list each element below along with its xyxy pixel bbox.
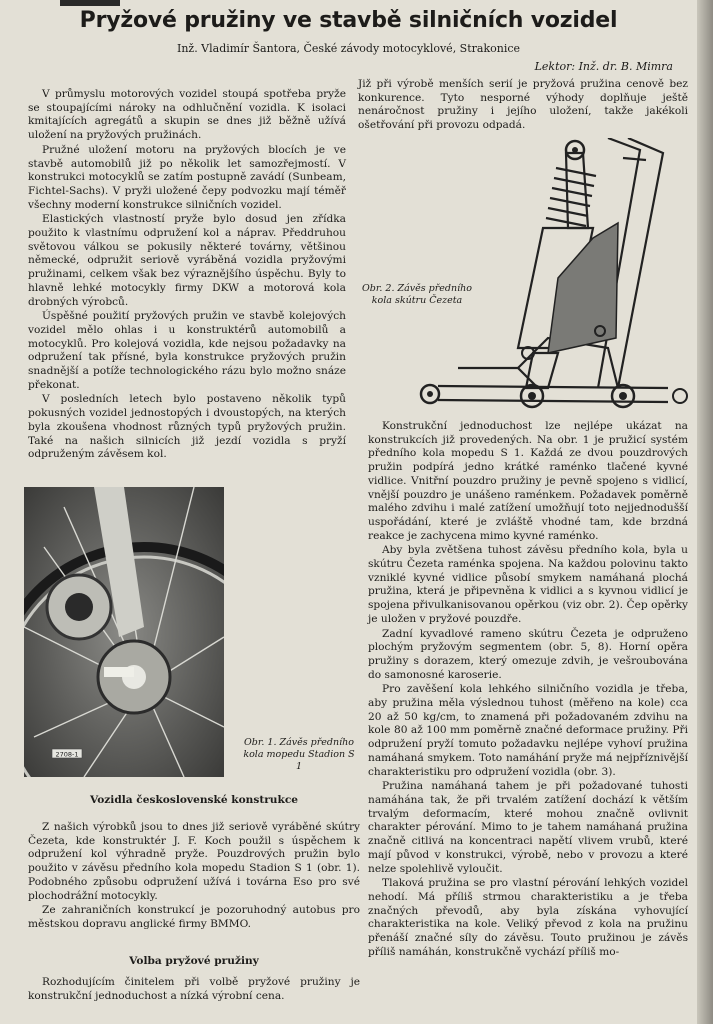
section-heading: Volba pryžové pružiny [129, 955, 259, 967]
article-reviewer: Lektor: Inž. dr. B. Mimra [534, 60, 673, 73]
article-title: Pryžové pružiny ve stavbě silničních vozidel [79, 8, 618, 33]
left-column-text [28, 88, 346, 462]
paragraph: Pro zavěšení kola lehkého silničního vozidla je třeba, aby pružina měla výslednou tuhost (měřeno na kole) cca 20 až 50 kg/cm, to znamená při požadovaném zdvihu na kole 80 až 100 mm poměrně značné deformace pružiny. Při odpružení pryží tomuto požadavku nejlépe vyhoví pružina namáhaná smykem. Toto namáhání pryže má nejpříznivější charakteristiku pro odpružení vozidla (obr. 3). [368, 683, 688, 778]
right-column-bottom-text [368, 420, 688, 959]
page-edge-shadow [697, 0, 713, 1024]
paragraph: Aby byla zvětšena tuhost závěsu předního kola, byla u skútru Čezeta raménka spojena. Na každou polovinu takto vzniklé kyvné vidlice působí smykem namáhaná plochá pružina, která je připevněna k vidlici a s kyvnou vidlicí je spojena přivulkanisovanou opěrkou (viz obr. 2). Čep opěrky je uložen v pryžové pouzdře. [368, 544, 688, 625]
article-authors: Inž. Vladimír Šantora, České závody motocyklové, Strakonice [176, 42, 521, 55]
paragraph: Tlaková pružina se pro vlastní pérování lehkých vozidel nehodí. Má příliš strmou charakteristiku a je třeba značných převodů, aby byla získána vyhovující charakteristika na kole. Veliký převod z kola na pružinu přenáší značné síly do závěsu. Touto pružinou je závěs příliš namáhán, konstrukčně vychází příliš mo- [368, 877, 688, 958]
figure-1-photo [24, 487, 224, 777]
paragraph: Rozhodujícím činitelem při volbě pryžové pružiny je konstrukční jednoduchost a nízká výrobní cena. [28, 976, 360, 1002]
paragraph: Již při výrobě menších serií je pryžová pružina cenově bez konkurence. Tyto nesporné výhody doplňuje ještě nenáročnost pružiny i jejího uložení, takže jakékoli ošetřování při provozu odpadá. [358, 78, 688, 132]
section-heading: Vozidla československé konstrukce [89, 794, 299, 806]
left-column-bottom-text [28, 821, 360, 932]
header-rule [60, 0, 120, 6]
paragraph: Elastických vlastností pryže bylo dosud jen zřídka použito k vlastnímu odpružení kol a náprav. Předdruhou světovou válkou se pokusily některé továrny, většinou německé, odpružit seriově vyráběná vozidla pryžovými pružinami, celkem však bez výraznějšího úspěchu. Byly to hlavně lehké motocykly firmy DKW a motorová kola drobných výrobců. [28, 213, 346, 308]
figure-2-drawing [418, 138, 694, 414]
paragraph: Zadní kyvadlové rameno skútru Čezeta je odpruženo plochým pryžovým segmentem (obr. 5, 8). Horní opěra pružiny s dorazem, který omezuje zdvih, je vešroubována do samonosné karoserie. [368, 627, 688, 681]
paragraph: Pružné uložení motoru na pryžových blocích je ve stavbě automobilů již po několik let samozřejmostí. V konstrukci motocyklů se zatím postupně zavádí (Sunbeam, Fichtel-Sachs). V pryži uložené čepy podvozku mají téměř všechny moderní konstrukce silničních vozidel. [28, 143, 346, 211]
paragraph: V posledních letech bylo postaveno několik typů pokusných vozidel jednostopých i dvoustopých, na kterých byla zkoušena vhodnost různých typů pryžových pružin. Také na našich silnicích již jezdí vozidla s pryží odpruženým závěsem kol. [28, 393, 346, 461]
paragraph: V průmyslu motorových vozidel stoupá spotřeba pryže se stoupajícími nároky na odhlučnění vozidla. K isolaci kmitajících agregátů a skupin se dnes již běžně užívá uložení na pryžových pružinách. [28, 88, 346, 142]
figure-1-plate-number: 2708-1 [55, 750, 79, 759]
figure-2-caption: Obr. 2. Závěs předního kola skútru Čezeta [362, 283, 472, 306]
paragraph: Ze zahraničních konstrukcí je pozoruhodný autobus pro městskou dopravu anglické firmy BMMO. [28, 904, 360, 930]
paragraph: Pružina namáhaná tahem je při požadované tuhosti namáhána tak, že při trvalém zatížení dochází k větším trvalým deformacím, které mohou značně ovlivnit charakter pérování. Mimo to je tahem namáhaná pružina značně citlivá na koncentraci napětí vlivem vrubů, které mají původ v konstrukci, výrobě, nebo v provozu a které nelze spolehlivě vyloučit. [368, 780, 688, 875]
figure-1-caption: Obr. 1. Závěs předního kola mopedu Stadion S 1 [243, 737, 355, 772]
paragraph: Z našich výrobků jsou to dnes již seriově vyráběné skútry Čezeta, kde konstruktér J. F. Koch použil s úspěchem k odpružení kol výhradně pryže. Pouzdrových pružin bylo použito v závěsu předního kola mopedu Stadion S 1 (obr. 1). Podobného způsobu odpružení užívá i továrna Eso pro své plochodrážní motocykly. [28, 821, 360, 902]
paragraph: Úspěšné použití pryžových pružin ve stavbě kolejových vozidel mělo ohlas i u konstruktérů automobilů a motocyklů. Pro kolejová vozidla, kde nejsou požadavky na odpružení tak přísné, byla konstrukce pryžových pružin snadnější a potíže technologického rázu bylo možno snáze překonat. [28, 310, 346, 391]
paragraph: Konstrukční jednoduchost lze nejlépe ukázat na konstrukcích již provedených. Na obr. 1 je pružicí systém předního kola mopedu S 1. Každá ze dvou pouzdrových pružin podpírá jedno krátké raménko tlačené kyvné vidlice. Vnitřní pouzdro pružiny je pevně spojeno s vidlicí, vnější pouzdro je unášeno raménkem. Požadavek poměrně malého zdvihu i malé zatížení umožňují toto nejjednodušší uspořádání, které je zvláště vhodné tam, kde brzdná reakce je zachycena mimo kyvné raménko. [368, 420, 688, 542]
left-column-final-text [28, 976, 360, 1003]
right-column-top-text [358, 78, 688, 133]
